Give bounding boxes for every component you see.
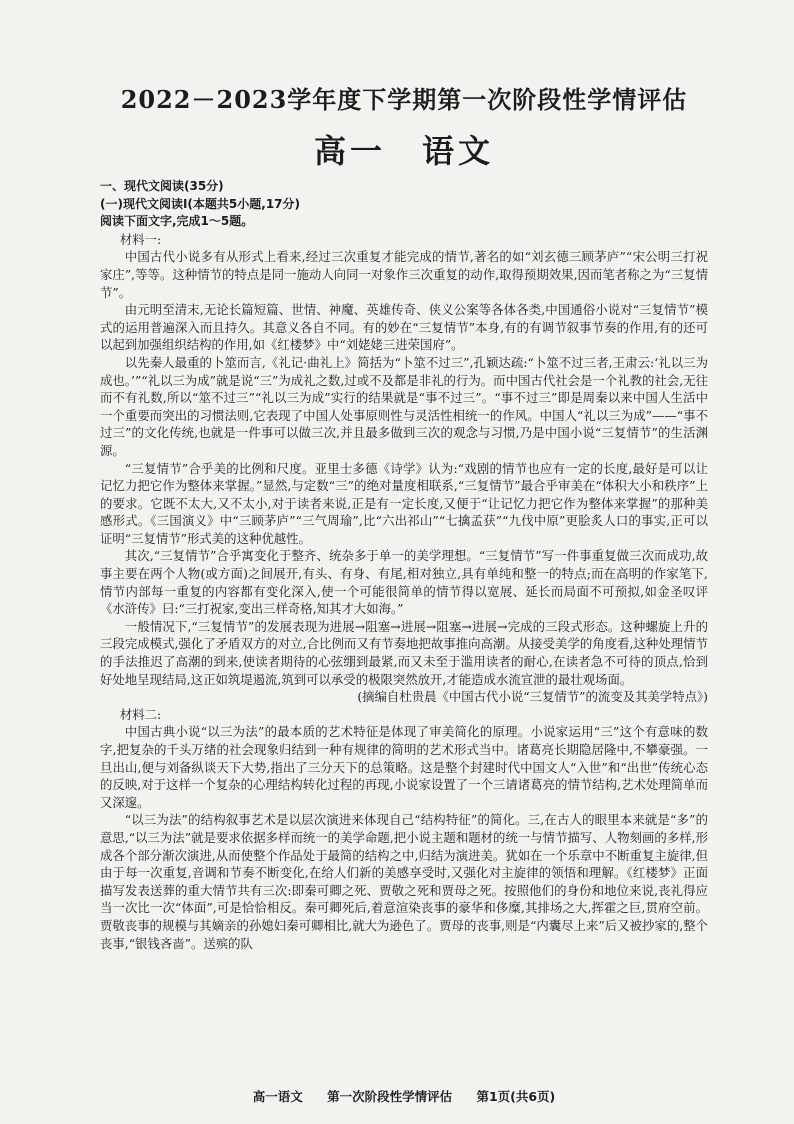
material-2-paragraph: “以三为法”的结构叙事艺术是以层次演进来体现自己“结构特征”的简化。三,在古人的眼里本来就是“多”的意思,“以三为法”就是要求依据多样而统一的美学命题,把小说主题和题材的统一与情节描写、人物刻画的多样,形成各个部分渐次演进,从而使整个作品处于最简的结构之中,归结为演进美。犹如在一个乐章中不断重复主旋律,但由于每一次重复,音调和节奏不断变化,在给人们新的美感享受时,又强化对主旋律的领悟和理解。《红楼梦》正面描写发表送葬的重大情节共有三次:即秦可卿之死、贾敬之死和贾母之死。按照他们的身份和地位来说,丧礼得应当一次比一次“体面”,可是恰恰相反。秦可卿死后,着意渲染丧事的豪华和侈糜,其排场之大,挥霍之巨,贯府空前。贾敬丧事的规模与其嫡亲的孙媳妇秦可卿相比,就大为逊色了。贾母的丧事,则是“内囊尽上来”后又被抄家的,整个丧事,“银钱吝啬”。送殡的队 bbox=[100, 812, 708, 951]
material-2-label: 材料二: bbox=[119, 706, 162, 722]
material-1-paragraph: 中国古代小说多有从形式上看来,经过三次重复才能完成的情节,著名的如“刘玄德三顾茅庐”“宋公明三打祝家庄”,等等。这种情节的特点是同一施动人向同一对象作三次重复的动作,取得预期效果,因而笔者称之为“三复情节”。 bbox=[100, 249, 708, 300]
material-1-label: 材料一: bbox=[119, 231, 162, 247]
exam-title: 2022－2023学年度下学期第一次阶段性学情评估 bbox=[120, 85, 688, 114]
footer-page-number: 第1页(共6页) bbox=[476, 1089, 556, 1104]
footer-exam-name: 第一次阶段性学情评估 bbox=[327, 1089, 453, 1104]
page-footer bbox=[100, 1087, 708, 1105]
reading-section bbox=[100, 178, 708, 952]
section-heading: 一、现代文阅读(35分) bbox=[100, 179, 224, 193]
material-1-paragraph: 其次,“三复情节”合乎寓变化于整齐、统杂多于单一的美学理想。“三复情节”写一件事重复做三次而成功,故事主要在两个人物(或方面)之间展开,有头、有身、有尾,相对独立,具有单纯和整一的特点;而在高明的作家笔下,情节内部每一重复的内容都有变化深入,使一个可能很简单的情节得以宽展、延长而局面不可预拟,如金圣叹评《水浒传》曰:“三打祝家,变出三样奇格,知其才大如海。” bbox=[100, 548, 708, 617]
material-1-paragraph: 由元明至清末,无论长篇短篇、世情、神魔、英雄传奇、侠义公案等各体各类,中国通俗小说对“三复情节”模式的运用普遍深入而且持久。其意义各自不同。有的妙在“三复情节”本身,有的有调节叙事节奏的作用,有的还可以起到加强组织结构的作用,如《红楼梦》中“刘姥姥三进荣国府”。 bbox=[100, 302, 708, 353]
sub-section-heading: (一)现代文阅读Ⅰ(本题共5小题,17分) bbox=[100, 196, 301, 211]
material-1-paragraph: 一般情况下,“三复情节”的发展表现为进展→阻塞→进展→阻塞→进展→完成的三段式形态。这种螺旋上升的三段完成模式,强化了矛盾双方的对立,合比例而又有节奏地把故事推向高潮。从接受美学的角度看,这种处理情节的手法推迟了高潮的到来,使读者期待的心弦绷到最紧,而又未至于滥用读者的耐心,在读者急不可待的顶点,恰到好处地呈现结局,这正如筑堤遏流,筑到可以承受的极限突然放开,才能造成水流宣泄的最壮观场面。 bbox=[100, 618, 708, 687]
material-1-source: (摘编自杜贵晨《中国古代小说“三复情节”的流变及其美学特点》) bbox=[357, 689, 708, 705]
footer-subject: 高一语文 bbox=[252, 1089, 303, 1104]
material-2-paragraph: 中国古典小说“以三为法”的最本质的艺术特征是体现了审美简化的原理。小说家运用“三”这个有意味的数字,把复杂的千头万绪的社会现象归结到一种有规律的简明的艺术形式当中。诸葛亮长期隐居隆中,不攀豪强。一旦出山,便与刘备纵谈天下大势,指出了三分天下的总策略。这是整个封建时代中国文人“入世”和“出世”传统心态的反映,对于这样一个复杂的心理结构转化过程的再现,小说家设置了一个三请诸葛亮的情节结构,艺术处理简单而又深邃。 bbox=[100, 724, 708, 810]
material-1-paragraph: “三复情节”合乎美的比例和尺度。亚里士多德《诗学》认为:“戏剧的情节也应有一定的长度,最好是可以让记忆力把它作为整体来掌握。”显然,与定数“三”的绝对量度相联系,“三复情节”最合乎审美在“体积大小和秩序”上的要求。它既不太大,又不太小,对于读者来说,正是有一定长度,又便于“让记忆力把它作为整体来掌握”的那种美感形式。《三国演义》中“三顾茅庐”“三气周瑜”,比“六出祁山”“七擒孟获”“九伐中原”更脍炙人口的事实,正可以证明“三复情节”形式美的这种优越性。 bbox=[100, 460, 708, 546]
material-1-paragraph: 以先秦人最重的卜筮而言,《礼记·曲礼上》简括为“卜筮不过三”,孔颖达疏:“卜筮不过三者,王肃云:‘礼以三为成也。’”“礼以三为成”就是说“三”为成礼之数,过或不及都是非礼的行为。而中国古代社会是一个礼教的社会,无往而不有礼数,所以“筮不过三”“礼以三为成”实行的结果就是“事不过三”。“事不过三”即是周秦以来中国人生活中一个重要而突出的习惯法则,它表现了中国人处事原则性与灵活性相统一的作风。中国人“礼以三为成”——“事不过三”的文化传统,也就是一件事可以做三次,并且最多做到三次的观念与习惯,乃是中国小说“三复情节”的生活渊源。 bbox=[100, 354, 708, 458]
exam-subject: 高一 语文 bbox=[313, 132, 494, 170]
instruction: 阅读下面文字,完成1～5题。 bbox=[100, 214, 254, 229]
